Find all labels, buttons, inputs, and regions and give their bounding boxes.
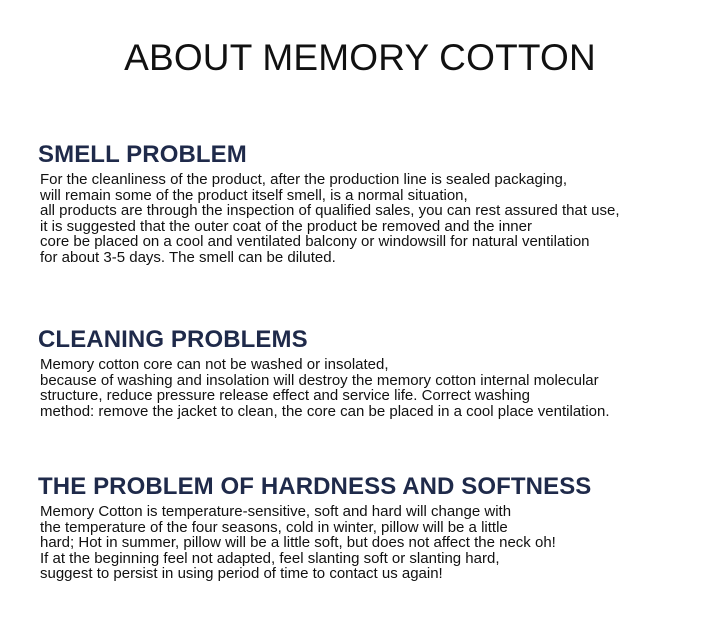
section-smell-problem	[38, 140, 708, 265]
section-heading: THE PROBLEM OF HARDNESS AND SOFTNESS	[38, 473, 592, 500]
page-title: ABOUT MEMORY COTTON	[124, 37, 596, 78]
body-line: will remain some of the product itself smell, is a normal situation,	[40, 186, 468, 204]
body-line: If at the beginning feel not adapted, feel slanting soft or slanting hard,	[40, 549, 500, 567]
body-line: Memory Cotton is temperature-sensitive, soft and hard will change with	[40, 503, 512, 520]
body-line: all products are through the inspection of qualified sales, you can rest assured that use,	[40, 202, 620, 219]
section-heading: SMELL PROBLEM	[38, 141, 247, 168]
section-body	[40, 172, 708, 265]
body-line: for about 3-5 days. The smell can be diluted.	[40, 248, 336, 266]
section-body	[40, 357, 708, 419]
body-line: For the cleanliness of the product, after the production line is sealed packaging,	[40, 171, 567, 188]
body-line: it is suggested that the outer coat of the product be removed and the inner	[40, 217, 532, 235]
body-line: suggest to persist in using period of time to contact us again!	[40, 565, 443, 582]
section-heading: CLEANING PROBLEMS	[38, 326, 308, 353]
body-line: structure, reduce pressure release effect and service life. Correct washing	[40, 387, 530, 404]
body-line: Memory cotton core can not be washed or insolated,	[40, 356, 389, 373]
body-line: hard; Hot in summer, pillow will be a little soft, but does not affect the neck oh!	[40, 534, 556, 551]
body-line: core be placed on a cool and ventilated balcony or windowsill for natural ventilation	[40, 233, 590, 250]
body-line: because of washing and insolation will destroy the memory cotton internal molecular	[40, 371, 599, 389]
section-body	[40, 504, 708, 582]
section-hardness-softness	[38, 472, 708, 582]
body-line: method: remove the jacket to clean, the core can be placed in a cool place ventilation.	[40, 402, 610, 420]
body-line: the temperature of the four seasons, cold in winter, pillow will be a little	[40, 518, 508, 536]
section-cleaning-problems	[38, 325, 708, 419]
